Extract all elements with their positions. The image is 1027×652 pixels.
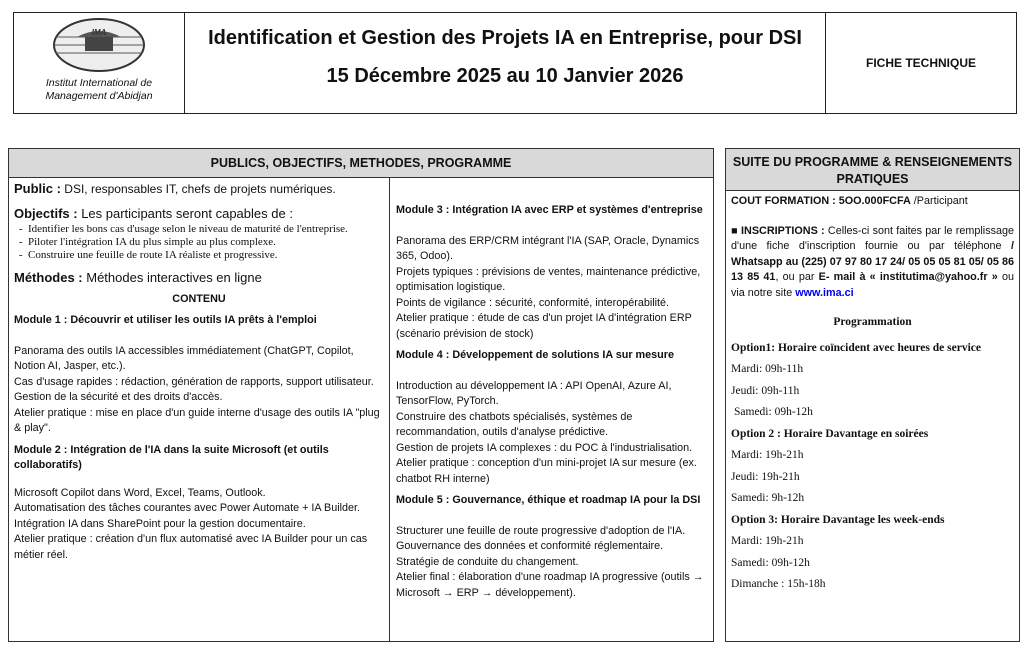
public-text: DSI, responsables IT, chefs de projets numériques. bbox=[60, 182, 336, 196]
module-line: Gouvernance des données et conformité réglementaire. bbox=[396, 540, 664, 552]
email-link[interactable]: E- mail à « institutima@yahoo.fr » bbox=[818, 271, 998, 283]
slot: Jeudi: 09h-11h bbox=[731, 384, 800, 397]
module-line: Introduction au développement IA : API OpenAI, Azure AI, TensorFlow, PyTorch. bbox=[396, 379, 672, 407]
module-line: Structurer une feuille de route progressive d'adoption de l'IA. bbox=[396, 524, 686, 537]
module-line: Automatisation des tâches courantes avec Power Automate + IA Builder. bbox=[14, 502, 361, 514]
title-dates: 15 Décembre 2025 au 10 Janvier 2026 bbox=[326, 65, 684, 87]
objectifs-text: Les participants seront capables de : bbox=[77, 205, 293, 221]
module-line: Cas d'usage rapides : rédaction, génération de rapports, support utilisateur. bbox=[14, 375, 374, 388]
inscriptions bbox=[731, 224, 1014, 302]
public-label: Public : bbox=[14, 181, 61, 196]
option-title: Option1: Horaire coïncident avec heures de service bbox=[731, 341, 981, 354]
objectifs-label: Objectifs : bbox=[14, 205, 78, 221]
cost-label: COUT FORMATION : 5OO.000FCFA bbox=[731, 195, 911, 207]
module-title: Module 3 : Intégration IA avec ERP et systèmes d'entreprise bbox=[396, 204, 703, 216]
module-line: Points de vigilance : sécurité, conformité, interopérabilité. bbox=[396, 296, 670, 309]
contenu-heading: CONTENU bbox=[172, 292, 226, 305]
title-line-1: Identification et Gestion des Projets IA en Entreprise, pour DSI bbox=[208, 27, 802, 49]
text: Celles-ci sont faites par le remplissage d'une fiche d'inscription fournie ou par téléphone bbox=[731, 224, 1015, 252]
module-title: Module 4 : Développement de solutions IA sur mesure bbox=[396, 349, 674, 361]
list-item: - Piloter l'intégration IA du plus simple au plus complexe. bbox=[28, 236, 384, 249]
slot: Dimanche : 15h-18h bbox=[731, 578, 826, 590]
slot: Samedi: 09h-12h bbox=[731, 556, 810, 569]
info-panel bbox=[725, 148, 1020, 642]
module-title: Module 5 : Gouvernance, éthique et roadmap IA pour la DSI bbox=[396, 494, 701, 506]
module-line: Stratégie de conduite du changement. bbox=[396, 555, 579, 568]
module-line: Panorama des outils IA accessibles immédiatement (ChatGPT, Copilot, Notion AI, Jasper, etc.). bbox=[14, 344, 354, 372]
slot: Mardi: 09h-11h bbox=[731, 363, 804, 375]
slot: Mardi: 19h-21h bbox=[731, 449, 804, 461]
program-panel bbox=[8, 148, 714, 642]
module-line: Panorama des ERP/CRM intégrant l'IA (SAP, Oracle, Dynamics 365, Odoo). bbox=[396, 234, 700, 262]
module-2 bbox=[14, 443, 384, 564]
option-1 bbox=[731, 341, 1014, 421]
svg-text:IMA: IMA bbox=[91, 28, 107, 37]
text: , ou par bbox=[775, 271, 819, 283]
option-title: Option 3: Horaire Davantage les week-ends bbox=[731, 513, 945, 526]
slot: Mardi: 19h-21h bbox=[731, 535, 804, 547]
option-3 bbox=[731, 513, 1014, 593]
doc-type: FICHE TECHNIQUE bbox=[826, 13, 1016, 113]
phone-numbers: / Whatsapp au (225) 07 97 80 17 24/ 05 05 05 81 05/ 05 86 13 85 41 bbox=[731, 240, 1014, 283]
module-title: Module 1 : Découvrir et utiliser les outils IA prêts à l'emploi bbox=[14, 314, 317, 326]
module-line: Intégration IA dans SharePoint pour la gestion documentaire. bbox=[14, 517, 306, 530]
inscriptions-label: ■ INSCRIPTIONS : bbox=[731, 224, 825, 237]
slot: Jeudi: 19h-21h bbox=[731, 470, 800, 483]
panel-heading: PUBLICS, OBJECTIFS, METHODES, PROGRAMME bbox=[9, 149, 713, 178]
column-2 bbox=[390, 177, 713, 641]
module-4 bbox=[396, 348, 708, 487]
module-1 bbox=[14, 313, 384, 437]
website-link[interactable]: www.ima.ci bbox=[795, 286, 854, 299]
text: ou via notre site bbox=[731, 271, 1014, 299]
module-line: Atelier pratique : étude de cas d'un projet IA d'intégration ERP (scénario prévision de stock) bbox=[396, 312, 692, 340]
module-title: Module 2 : Intégration de l'IA dans la suite Microsoft (et outils collaboratifs) bbox=[14, 443, 329, 471]
methodes-text: Méthodes interactives en ligne bbox=[82, 270, 262, 285]
methodes-label: Méthodes : bbox=[14, 270, 83, 285]
slot: Samedi: 9h-12h bbox=[731, 492, 805, 504]
institute-name: Institut International de Management d'Abidjan bbox=[45, 77, 153, 102]
cost-suffix: /Participant bbox=[910, 195, 968, 207]
module-line: Atelier pratique : création d'un flux automatisé avec IA Builder pour un cas métier réel. bbox=[14, 533, 368, 561]
objectifs-list bbox=[14, 223, 384, 262]
ima-logo-icon bbox=[52, 17, 146, 73]
column-1 bbox=[9, 177, 390, 641]
logo-cell bbox=[14, 13, 185, 113]
module-line: Gestion de la sécurité et des droits d'accès. bbox=[14, 391, 223, 403]
slot: Samedi: 09h-12h bbox=[734, 406, 813, 418]
page-title bbox=[185, 13, 826, 113]
module-line: Microsoft Copilot dans Word, Excel, Teams, Outlook. bbox=[14, 486, 266, 499]
module-line: Projets typiques : prévisions de ventes, maintenance prédictive, optimisation logistique. bbox=[396, 265, 701, 293]
module-5 bbox=[396, 493, 708, 601]
list-item: - Construire une feuille de route IA réaliste et progressive. bbox=[28, 249, 384, 262]
module-line: Atelier pratique : mise en place d'un guide interne d'usage des outils IA "plug & play". bbox=[14, 406, 380, 434]
document-header bbox=[13, 12, 1017, 114]
option-2 bbox=[731, 427, 1014, 507]
programmation-heading: Programmation bbox=[833, 316, 912, 328]
list-item: - Identifier les bons cas d'usage selon le niveau de maturité de l'entreprise. bbox=[28, 223, 384, 236]
module-line: Gestion de projets IA complexes : du POC à l'industrialisation. bbox=[396, 441, 693, 454]
option-title: Option 2 : Horaire Davantage en soirées bbox=[731, 427, 929, 440]
module-line: Atelier pratique : conception d'un mini-projet IA sur mesure (ex. chatbot RH interne) bbox=[396, 457, 697, 485]
module-line: Construire des chatbots spécialisés, systèmes de recommandation, outils d'analyse prédictive. bbox=[396, 410, 633, 438]
module-3 bbox=[396, 203, 708, 342]
module-line: Atelier final : élaboration d'une roadmap IA progressive (outils → Microsoft → ERP → développement). bbox=[396, 571, 704, 599]
panel-heading: SUITE DU PROGRAMME & RENSEIGNEMENTS PRATIQUES bbox=[726, 149, 1019, 191]
